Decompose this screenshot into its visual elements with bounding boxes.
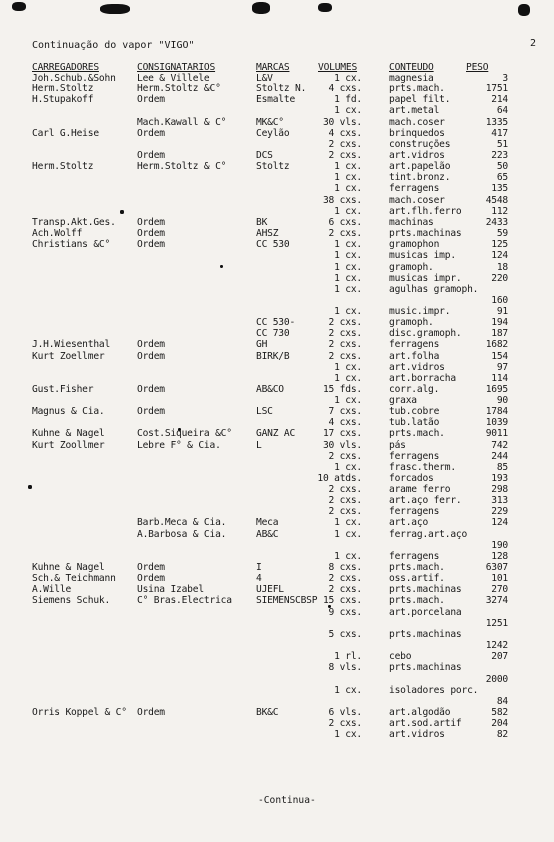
scan-speck — [252, 2, 270, 14]
row-volumes: 2 cxs. — [328, 317, 362, 328]
footer-continua: -Continua- — [258, 795, 316, 806]
row-consignee: Ordem — [137, 128, 165, 139]
row-content: graxa — [389, 395, 417, 406]
column-header-consignees: CONSIGNATARIOS — [137, 62, 216, 73]
row-content: art.borracha — [389, 373, 456, 384]
row-volumes: 1 cx. — [334, 206, 362, 217]
row-weight: 84 — [496, 696, 508, 707]
row-content: art.sod.artif — [389, 718, 462, 729]
row-shipper: Orris Koppel & C° — [32, 707, 127, 718]
row-mark: CC 530 — [256, 239, 290, 250]
row-content: mach.coser — [389, 195, 445, 206]
row-content: magnesia — [389, 73, 434, 84]
row-mark: BK — [256, 217, 268, 228]
row-weight: 1039 — [485, 417, 508, 428]
row-content: ferragens — [389, 551, 440, 562]
row-weight: 214 — [491, 94, 508, 105]
row-volumes: 15 fds. — [322, 384, 362, 395]
row-volumes: 2 cxs. — [328, 139, 362, 150]
row-mark: L — [256, 440, 262, 451]
row-volumes: 2 cxs. — [328, 718, 362, 729]
row-content: art.porcelana — [389, 607, 462, 618]
row-volumes: 7 cxs. — [328, 406, 362, 417]
row-weight: 18 — [496, 262, 508, 273]
row-volumes: 30 vls. — [322, 440, 362, 451]
row-consignee: Usina Izabel — [137, 584, 204, 595]
row-consignee: Barb.Meca & Cia. — [137, 517, 227, 528]
row-mark: GH — [256, 339, 268, 350]
row-content: ferragens — [389, 339, 440, 350]
row-weight: 101 — [491, 573, 508, 584]
row-content: tub.cobre — [389, 406, 440, 417]
row-volumes: 1 fd. — [334, 94, 362, 105]
row-volumes: 2 cxs. — [328, 351, 362, 362]
row-consignee: A.Barbosa & Cia. — [137, 529, 227, 540]
row-content: prts.machinas — [389, 228, 462, 239]
row-weight: 97 — [496, 362, 508, 373]
row-content: construções — [389, 139, 451, 150]
row-volumes: 2 cxs. — [328, 573, 362, 584]
row-content: tint.bronz. — [389, 172, 451, 183]
row-volumes: 1 cx. — [334, 529, 362, 540]
scan-speck — [28, 485, 32, 489]
row-shipper: Kurt Zoollmer — [32, 440, 105, 451]
row-content: gramoph. — [389, 262, 434, 273]
row-volumes: 30 vls. — [322, 117, 362, 128]
column-header-contents: CONTEUDO — [389, 62, 434, 73]
row-weight: 91 — [496, 306, 508, 317]
row-volumes: 1 cx. — [334, 551, 362, 562]
row-volumes: 17 cxs. — [322, 428, 362, 439]
row-volumes: 1 cx. — [334, 161, 362, 172]
row-weight: 313 — [491, 495, 508, 506]
column-header-marks: MARCAS — [256, 62, 290, 73]
row-content: forcados — [389, 473, 434, 484]
row-consignee: Cost.Siqueira &C° — [137, 428, 232, 439]
document-title: Continuação do vapor "VIGO" — [32, 40, 195, 51]
row-volumes: 1 cx. — [334, 262, 362, 273]
row-weight: 223 — [491, 150, 508, 161]
row-volumes: 2 cxs. — [328, 328, 362, 339]
row-consignee: C° Bras.Electrica — [137, 595, 232, 606]
row-volumes: 1 rl. — [334, 651, 362, 662]
scan-speck — [100, 4, 130, 14]
row-mark: AHSZ — [256, 228, 279, 239]
row-mark: BK&C — [256, 707, 279, 718]
row-shipper: Ach.Wolff — [32, 228, 83, 239]
row-weight: 124 — [491, 517, 508, 528]
row-weight: 207 — [491, 651, 508, 662]
row-volumes: 1 cx. — [334, 172, 362, 183]
row-volumes: 4 cxs. — [328, 83, 362, 94]
row-volumes: 9 cxs. — [328, 607, 362, 618]
row-shipper: Joh.Schub.&Sohn — [32, 73, 116, 84]
row-mark: SIEMENSCBSP — [256, 595, 318, 606]
scan-speck — [12, 2, 26, 11]
row-shipper: Transp.Akt.Ges. — [32, 217, 116, 228]
row-content: frasc.therm. — [389, 462, 456, 473]
row-weight: 3274 — [485, 595, 508, 606]
row-content: machinas — [389, 217, 434, 228]
row-content: tub.latão — [389, 417, 440, 428]
row-mark: MK&C° — [256, 117, 284, 128]
row-mark: I — [256, 562, 262, 573]
row-volumes: 6 cxs. — [328, 217, 362, 228]
row-volumes: 2 cxs. — [328, 451, 362, 462]
row-volumes: 4 cxs. — [328, 417, 362, 428]
row-content: agulhas gramoph. — [389, 284, 479, 295]
row-consignee: Herm.Stoltz &C° — [137, 83, 221, 94]
row-volumes: 15 cxs. — [322, 595, 362, 606]
row-volumes: 38 cxs. — [322, 195, 362, 206]
row-weight: 3 — [502, 73, 508, 84]
row-content: prts.machinas — [389, 662, 462, 673]
row-volumes: 2 cxs. — [328, 150, 362, 161]
row-volumes: 8 vls. — [328, 662, 362, 673]
row-content: art.aço ferr. — [389, 495, 462, 506]
row-weight: 298 — [491, 484, 508, 495]
row-volumes: 10 atds. — [317, 473, 362, 484]
row-content: art.vidros — [389, 362, 445, 373]
row-mark: GANZ AC — [256, 428, 296, 439]
row-mark: CC 730 — [256, 328, 290, 339]
row-mark: Stoltz — [256, 161, 290, 172]
row-volumes: 1 cx. — [334, 729, 362, 740]
row-consignee: Ordem — [137, 707, 165, 718]
row-mark: Meca — [256, 517, 279, 528]
row-content: prts.machinas — [389, 584, 462, 595]
row-content: arame ferro — [389, 484, 451, 495]
row-weight: 64 — [496, 105, 508, 116]
row-content: gramoph. — [389, 317, 434, 328]
row-weight: 220 — [491, 273, 508, 284]
row-content: isoladores porc. — [389, 685, 479, 696]
row-volumes: 1 cx. — [334, 105, 362, 116]
row-shipper: Magnus & Cia. — [32, 406, 105, 417]
row-shipper: H.Stupakoff — [32, 94, 94, 105]
row-content: ferragens — [389, 506, 440, 517]
row-volumes: 1 cx. — [334, 373, 362, 384]
row-volumes: 2 cxs. — [328, 228, 362, 239]
row-weight: 124 — [491, 250, 508, 261]
scan-speck — [318, 3, 332, 12]
scan-speck — [518, 4, 530, 16]
row-content: pás — [389, 440, 406, 451]
row-weight: 270 — [491, 584, 508, 595]
row-volumes: 6 vls. — [328, 707, 362, 718]
row-consignee: Lebre F° & Cia. — [137, 440, 221, 451]
row-volumes: 8 cxs. — [328, 562, 362, 573]
row-weight: 112 — [491, 206, 508, 217]
row-weight: 160 — [491, 295, 508, 306]
row-content: disc.gramoph. — [389, 328, 462, 339]
row-volumes: 1 cx. — [334, 395, 362, 406]
row-mark: DCS — [256, 150, 273, 161]
row-weight: 50 — [496, 161, 508, 172]
row-shipper: Christians &C° — [32, 239, 111, 250]
row-volumes: 2 cxs. — [328, 339, 362, 350]
row-content: ferragens — [389, 451, 440, 462]
row-weight: 65 — [496, 172, 508, 183]
row-consignee: Ordem — [137, 217, 165, 228]
row-content: prts.mach. — [389, 595, 445, 606]
row-weight: 1251 — [485, 618, 508, 629]
row-volumes: 1 cx. — [334, 250, 362, 261]
row-volumes: 1 cx. — [334, 685, 362, 696]
row-weight: 128 — [491, 551, 508, 562]
row-weight: 90 — [496, 395, 508, 406]
row-volumes: 1 cx. — [334, 239, 362, 250]
row-weight: 135 — [491, 183, 508, 194]
row-weight: 85 — [496, 462, 508, 473]
row-mark: LSC — [256, 406, 273, 417]
row-volumes: 1 cx. — [334, 462, 362, 473]
row-consignee: Ordem — [137, 406, 165, 417]
row-consignee: Ordem — [137, 562, 165, 573]
row-content: prts.mach. — [389, 562, 445, 573]
row-content: music.impr. — [389, 306, 451, 317]
row-weight: 59 — [496, 228, 508, 239]
row-consignee: Mach.Kawall & C° — [137, 117, 227, 128]
row-shipper: Herm.Stoltz — [32, 83, 94, 94]
row-shipper: Carl G.Heise — [32, 128, 99, 139]
row-mark: Stoltz N. — [256, 83, 307, 94]
row-shipper: Sch.& Teichmann — [32, 573, 116, 584]
row-shipper: Herm.Stoltz — [32, 161, 94, 172]
row-volumes: 1 cx. — [334, 362, 362, 373]
row-content: art.aço — [389, 517, 429, 528]
row-weight: 154 — [491, 351, 508, 362]
row-mark: L&V — [256, 73, 273, 84]
row-volumes: 5 cxs. — [328, 629, 362, 640]
row-shipper: Kuhne & Nagel — [32, 562, 105, 573]
row-mark: 4 — [256, 573, 262, 584]
row-shipper: Kurt Zoellmer — [32, 351, 105, 362]
row-content: art.papelão — [389, 161, 451, 172]
row-mark: Ceylão — [256, 128, 290, 139]
scan-speck — [120, 210, 124, 214]
scan-speck — [220, 265, 223, 268]
row-volumes: 4 cxs. — [328, 128, 362, 139]
row-weight: 1784 — [485, 406, 508, 417]
row-shipper: J.H.Wiesenthal — [32, 339, 111, 350]
row-content: prts.mach. — [389, 83, 445, 94]
row-content: mach.coser — [389, 117, 445, 128]
row-content: corr.alg. — [389, 384, 440, 395]
row-consignee: Ordem — [137, 94, 165, 105]
row-volumes: 2 cxs. — [328, 584, 362, 595]
row-shipper: Siemens Schuk. — [32, 595, 111, 606]
row-content: musicas imp. — [389, 250, 456, 261]
row-consignee: Ordem — [137, 573, 165, 584]
row-weight: 2000 — [485, 674, 508, 685]
row-weight: 125 — [491, 239, 508, 250]
row-weight: 582 — [491, 707, 508, 718]
row-weight: 244 — [491, 451, 508, 462]
row-weight: 4548 — [485, 195, 508, 206]
row-mark: UJEFL — [256, 584, 284, 595]
row-consignee: Ordem — [137, 384, 165, 395]
row-content: art.vidros — [389, 150, 445, 161]
row-content: musicas impr. — [389, 273, 462, 284]
row-content: ferrag.art.aço — [389, 529, 468, 540]
row-content: papel filt. — [389, 94, 451, 105]
row-shipper: A.Wille — [32, 584, 72, 595]
row-weight: 1335 — [485, 117, 508, 128]
page-number: 2 — [530, 38, 537, 49]
row-volumes: 2 cxs. — [328, 495, 362, 506]
row-weight: 194 — [491, 317, 508, 328]
row-content: art.vidros — [389, 729, 445, 740]
column-header-volumes: VOLUMES — [318, 62, 358, 73]
row-weight: 187 — [491, 328, 508, 339]
row-volumes: 1 cx. — [334, 273, 362, 284]
row-weight: 190 — [491, 540, 508, 551]
row-volumes: 2 cxs. — [328, 506, 362, 517]
column-header-weight: PESO — [466, 62, 489, 73]
row-shipper: Gust.Fisher — [32, 384, 94, 395]
row-weight: 2433 — [485, 217, 508, 228]
row-consignee: Ordem — [137, 351, 165, 362]
row-weight: 6307 — [485, 562, 508, 573]
row-mark: CC 530- — [256, 317, 296, 328]
row-volumes: 1 cx. — [334, 517, 362, 528]
row-consignee: Ordem — [137, 339, 165, 350]
row-consignee: Ordem — [137, 228, 165, 239]
row-weight: 9011 — [485, 428, 508, 439]
row-weight: 229 — [491, 506, 508, 517]
row-volumes: 1 cx. — [334, 183, 362, 194]
row-mark: AB&C — [256, 529, 279, 540]
row-content: art.algodão — [389, 707, 451, 718]
row-weight: 1682 — [485, 339, 508, 350]
row-weight: 742 — [491, 440, 508, 451]
row-weight: 114 — [491, 373, 508, 384]
row-content: gramophon — [389, 239, 440, 250]
row-content: prts.machinas — [389, 629, 462, 640]
row-weight: 417 — [491, 128, 508, 139]
row-mark: BIRK/B — [256, 351, 290, 362]
row-consignee: Lee & Villele — [137, 73, 210, 84]
row-consignee: Herm.Stoltz & C° — [137, 161, 227, 172]
row-weight: 82 — [496, 729, 508, 740]
row-weight: 193 — [491, 473, 508, 484]
row-consignee: Ordem — [137, 150, 165, 161]
row-content: art.folha — [389, 351, 440, 362]
row-weight: 51 — [496, 139, 508, 150]
row-volumes: 2 cxs. — [328, 484, 362, 495]
row-content: art.metal — [389, 105, 440, 116]
row-volumes: 1 cx. — [334, 73, 362, 84]
row-content: brinquedos — [389, 128, 445, 139]
row-content: ferragens — [389, 183, 440, 194]
row-weight: 1751 — [485, 83, 508, 94]
row-volumes: 1 cx. — [334, 284, 362, 295]
row-weight: 204 — [491, 718, 508, 729]
row-weight: 1242 — [485, 640, 508, 651]
row-consignee: Ordem — [137, 239, 165, 250]
row-volumes: 1 cx. — [334, 306, 362, 317]
row-content: cebo — [389, 651, 412, 662]
row-mark: AB&CO — [256, 384, 284, 395]
row-shipper: Kuhne & Nagel — [32, 428, 105, 439]
row-content: prts.mach. — [389, 428, 445, 439]
row-content: art.flh.ferro — [389, 206, 462, 217]
column-header-shippers: CARREGADORES — [32, 62, 99, 73]
row-weight: 1695 — [485, 384, 508, 395]
row-content: oss.artif. — [389, 573, 445, 584]
row-mark: Esmalte — [256, 94, 296, 105]
